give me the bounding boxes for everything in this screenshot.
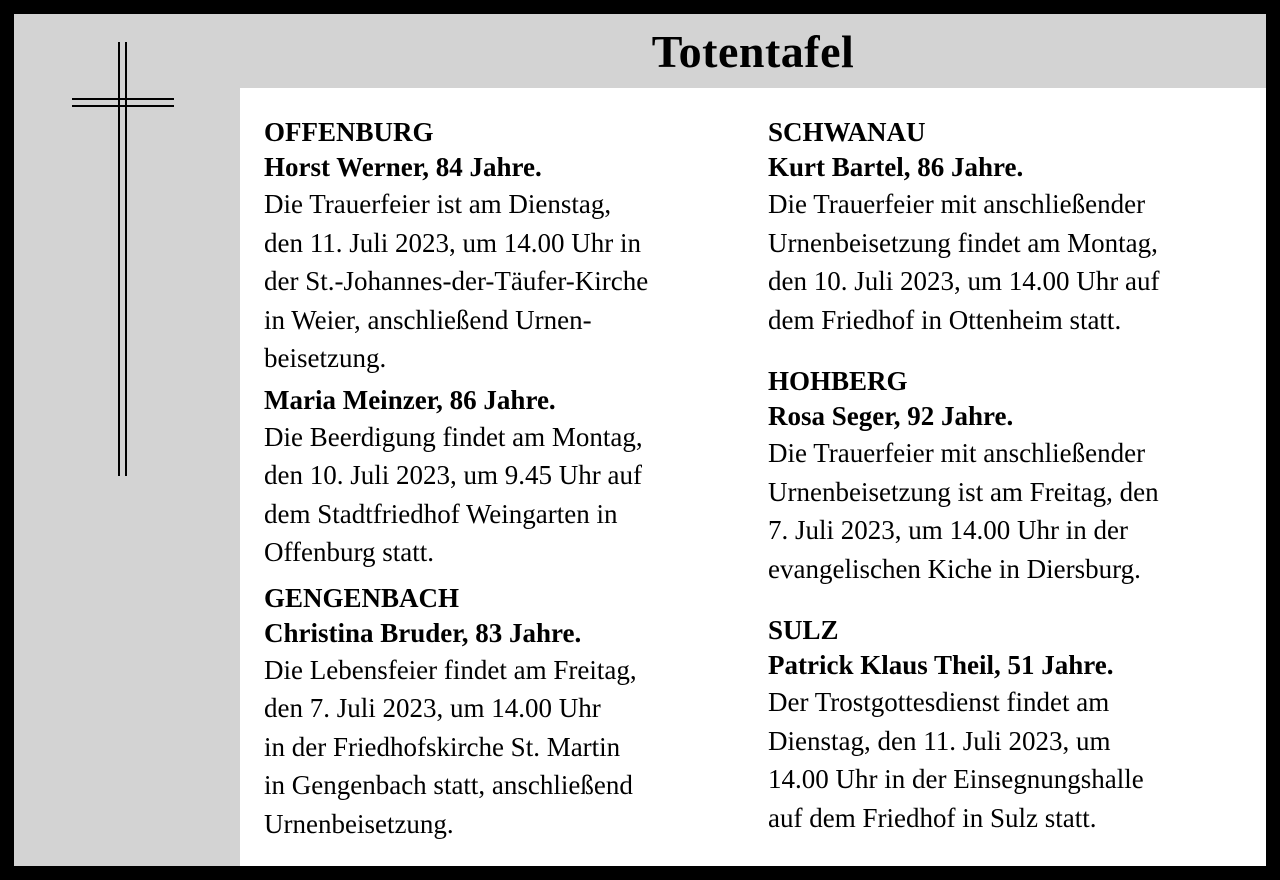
deceased-name: Horst Werner, 84 Jahre. xyxy=(264,152,542,182)
ceremony-text: Die Trauerfeier mit anschließender Urnenbeisetzung ist am Freitag, den 7. Juli 2023, um 14.00 Uhr in der evangelischen Kiche in Diersburg. xyxy=(768,438,1159,584)
deceased-name: Maria Meinzer, 86 Jahre. xyxy=(264,384,556,415)
deceased-name: Patrick Klaus Theil, 51 Jahre. xyxy=(768,650,1114,680)
ceremony-text: Die Trauerfeier ist am Dienstag, den 11. Juli 2023, um 14.00 Uhr in der St.-Johannes-der-Täufer-Kirche in Weier, anschließend Urnen- beisetzung. xyxy=(264,189,649,373)
cross-icon xyxy=(70,42,180,482)
ceremony-text: Die Lebensfeier findet am Freitag, den 7. Juli 2023, um 14.00 Uhr in der Friedhofskirche St. Martin in Gengenbach statt, anschließend Urnenbeisetzung. xyxy=(264,654,637,839)
deceased-name: Kurt Bartel, 86 Jahre. xyxy=(768,152,1024,182)
place-heading: OFFENBURG xyxy=(264,117,434,147)
right-column xyxy=(768,116,1248,837)
place-section-offenburg xyxy=(264,116,734,572)
obituary-panel xyxy=(240,88,1266,866)
page-title: Totentafel xyxy=(651,25,855,77)
ceremony-text: Die Beerdigung findet am Montag, den 10. Juli 2023, um 9.45 Uhr auf dem Stadtfriedhof Weingarten in Offenburg statt. xyxy=(264,421,643,567)
place-heading: SCHWANAU xyxy=(768,117,926,147)
place-heading: GENGENBACH xyxy=(264,582,460,613)
deceased-name: Christina Bruder, 83 Jahre. xyxy=(264,617,582,648)
place-section-schwanau xyxy=(768,116,1248,339)
place-heading: SULZ xyxy=(768,615,839,645)
place-section-hohberg xyxy=(768,365,1248,588)
left-column xyxy=(264,116,734,843)
ceremony-text: Die Trauerfeier mit anschließender Urnenbeisetzung findet am Montag, den 10. Juli 2023, um 14.00 Uhr auf dem Friedhof in Ottenheim statt. xyxy=(768,189,1160,335)
place-section-gengenbach xyxy=(264,582,734,844)
ceremony-text: Der Trostgottesdienst findet am Dienstag, den 11. Juli 2023, um 14.00 Uhr in der Einsegnungshalle auf dem Friedhof in Sulz statt. xyxy=(768,687,1144,833)
place-heading: HOHBERG xyxy=(768,366,908,396)
place-section-sulz xyxy=(768,614,1248,837)
deceased-name: Rosa Seger, 92 Jahre. xyxy=(768,401,1014,431)
obituary-board xyxy=(14,14,1266,866)
